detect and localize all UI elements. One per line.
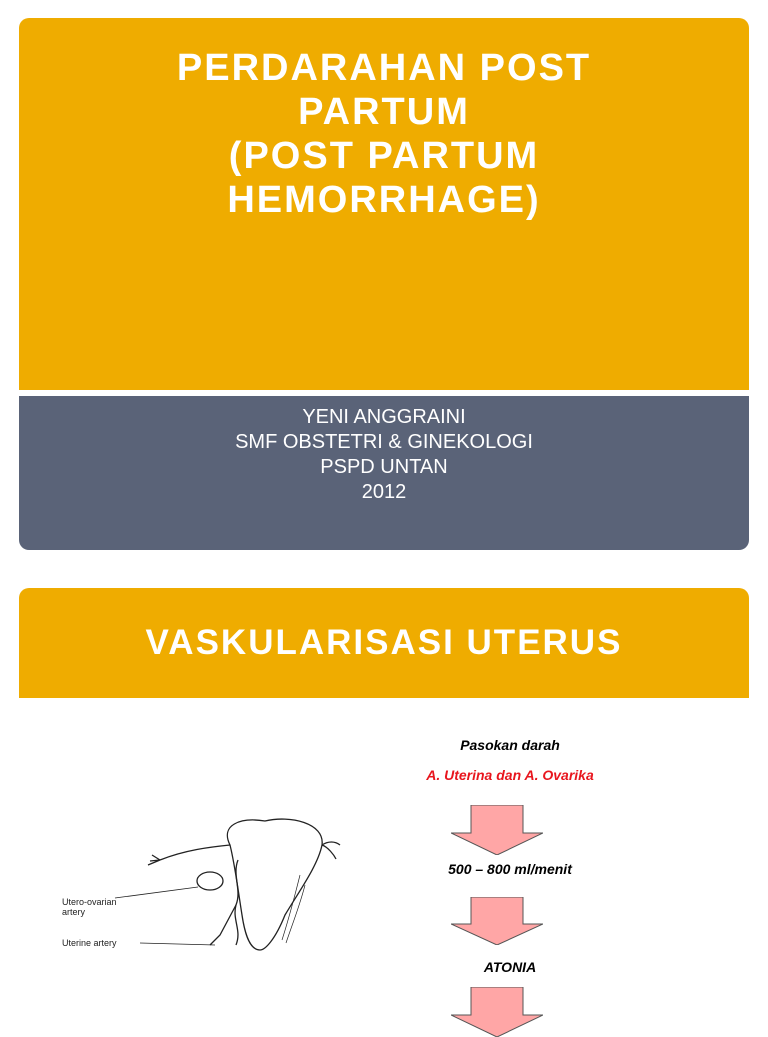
author-info	[19, 405, 749, 505]
flow-rate-label: 500 – 800 ml/menit	[448, 861, 572, 877]
slide2-header	[19, 588, 749, 698]
slide1-title	[19, 46, 749, 222]
down-arrow	[451, 805, 543, 855]
slide1-title-box	[19, 18, 749, 390]
uterine-artery-label: Uterine artery	[62, 938, 117, 948]
supply-label: Pasokan darah	[460, 737, 560, 753]
down-arrow	[451, 987, 543, 1037]
title-line: (POST PARTUM	[228, 135, 540, 177]
author-institution: PSPD UNTAN	[320, 456, 448, 478]
uterus-diagram	[60, 805, 390, 965]
author-year: 2012	[361, 481, 407, 503]
atonia-label: ATONIA	[483, 959, 537, 975]
author-name: YENI ANGGRAINI	[302, 406, 466, 428]
slide2-title: VASKULARISASI UTERUS	[145, 623, 623, 662]
utero-ovarian-label: artery	[62, 907, 86, 917]
down-arrow-icon	[451, 897, 543, 945]
utero-ovarian-label: Utero-ovarian	[62, 897, 117, 907]
down-arrow	[451, 897, 543, 945]
uterus-illustration	[60, 805, 390, 965]
slide1-author-box	[19, 396, 749, 550]
title-line: HEMORRHAGE)	[227, 179, 541, 221]
down-arrow-icon	[451, 805, 543, 855]
author-department: SMF OBSTETRI & GINEKOLOGI	[235, 431, 533, 453]
title-line: PARTUM	[298, 91, 470, 133]
vessels-label: A. Uterina dan A. Ovarika	[426, 767, 594, 783]
title-line: PERDARAHAN POST	[176, 47, 592, 89]
down-arrow-icon	[451, 987, 543, 1037]
